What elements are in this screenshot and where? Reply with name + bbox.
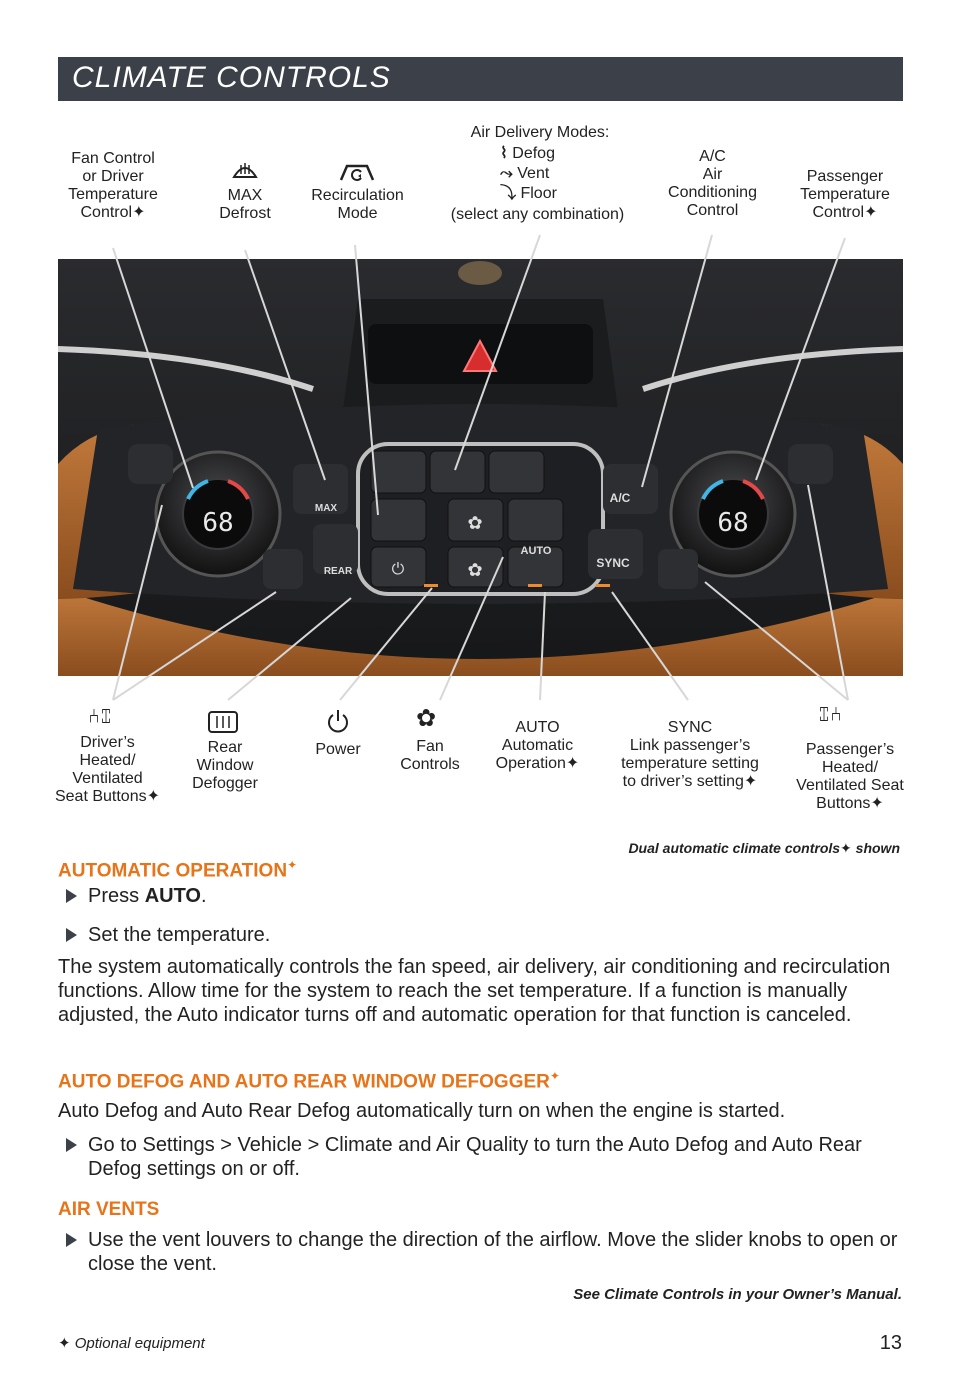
ventilated-seat-icon: ⑄: [818, 704, 830, 726]
mode-vent: ⤳ Vent: [500, 165, 550, 182]
bullet-arrow-icon: [66, 1138, 77, 1152]
rear-defogger-icon: [207, 710, 239, 734]
label-fan-control: Fan Control or Driver Temperature Control✦: [68, 150, 158, 221]
bullet-set-temperature: Set the temperature.: [58, 923, 903, 947]
driver-seat-icons: [88, 706, 112, 729]
label-driver-seat: Driver’s Heated/ Ventilated Seat Buttons✦: [54, 734, 161, 805]
paragraph-auto-defog: Auto Defog and Auto Rear Defog automatically turn on when the engine is started.: [58, 1100, 786, 1122]
label-passenger-seat: Passenger’s Heated/ Ventilated Seat Buttons✦: [796, 741, 904, 812]
section-title-automatic-operation: AUTOMATIC OPERATION✦: [58, 858, 298, 882]
mode-defog: ⌇ Defog: [500, 145, 555, 162]
ventilated-seat-icon: ⑄: [100, 706, 112, 728]
mode-floor: ⤵ Floor: [500, 185, 557, 202]
panel-max-text: MAX: [314, 503, 338, 514]
label-max-defrost: MAX Defrost: [219, 187, 271, 222]
svg-text:✿: ✿: [467, 513, 483, 533]
defog-icon: ⌇: [500, 145, 508, 162]
bullet-air-vents: Use the vent louvers to change the direction of the airflow. Move the slider knobs to open or close the vent.: [58, 1228, 903, 1276]
page-title: CLIMATE CONTROLS: [72, 61, 391, 94]
label-rear-defogger: Rear Window Defogger: [192, 739, 258, 792]
bullet-arrow-icon: [66, 928, 77, 942]
right-temp-display: 68: [717, 508, 749, 538]
fan-icon: ✿: [416, 705, 437, 732]
bullet-arrow-icon: [66, 889, 77, 903]
footnote-optional-equipment: ✦ Optional equipment: [58, 1335, 205, 1352]
label-power: Power: [315, 741, 361, 758]
bullet-arrow-icon: [66, 1233, 77, 1247]
power-icon: [326, 708, 350, 734]
svg-text:⏻: ⏻: [391, 561, 405, 578]
svg-text:✿: ✿: [467, 560, 483, 580]
label-recirculation: Recirculation Mode: [311, 187, 404, 222]
left-temp-display: 68: [202, 508, 234, 538]
passenger-seat-icons: [818, 704, 842, 727]
label-fan-controls: Fan Controls: [400, 738, 460, 773]
label-passenger-temp: Passenger Temperature Control✦: [800, 168, 890, 221]
vent-icon: ⤳: [500, 165, 513, 182]
bullet-settings-path: Go to Settings > Vehicle > Climate and Air Quality to turn the Auto Defog and Auto Rear Defog settings on or off.: [58, 1133, 903, 1181]
heated-seat-icon: ⑃: [88, 706, 100, 728]
heated-seat-icon: ⑃: [830, 704, 842, 726]
bullet-press-auto: Press AUTO.: [58, 884, 903, 908]
see-owners-manual: See Climate Controls in your Owner’s Manual.: [573, 1286, 902, 1303]
photo-caption: Dual automatic climate controls✦ shown: [628, 840, 900, 856]
section-title-air-vents: AIR VENTS: [58, 1199, 160, 1220]
label-ac: A/C Air Conditioning Control: [668, 148, 757, 219]
panel-auto-text: AUTO: [520, 545, 552, 557]
floor-icon: ⤵: [500, 185, 517, 202]
panel-rear-text: REAR: [323, 566, 353, 577]
label-air-delivery-note: (select any combination): [450, 206, 625, 223]
label-sync: SYNC Link passenger’s temperature setting to driver’s setting✦: [621, 719, 759, 790]
section-title-auto-defog: AUTO DEFOG AND AUTO REAR WINDOW DEFOGGER✦: [58, 1069, 560, 1093]
panel-sync-text: SYNC: [596, 556, 630, 570]
panel-ac-text: A/C: [609, 491, 631, 505]
label-auto: AUTO Automatic Operation✦: [495, 719, 580, 772]
paragraph-auto-description: The system automatically controls the fan speed, air delivery, air conditioning and recirculation functions. Allow time for the system to reach the set temperature. If a function is manually adjusted, the Auto indicator turns off and automatic operation for that function is canceled.: [58, 956, 891, 1026]
page-number: 13: [879, 1332, 902, 1354]
label-air-delivery-title: Air Delivery Modes:: [470, 124, 610, 141]
